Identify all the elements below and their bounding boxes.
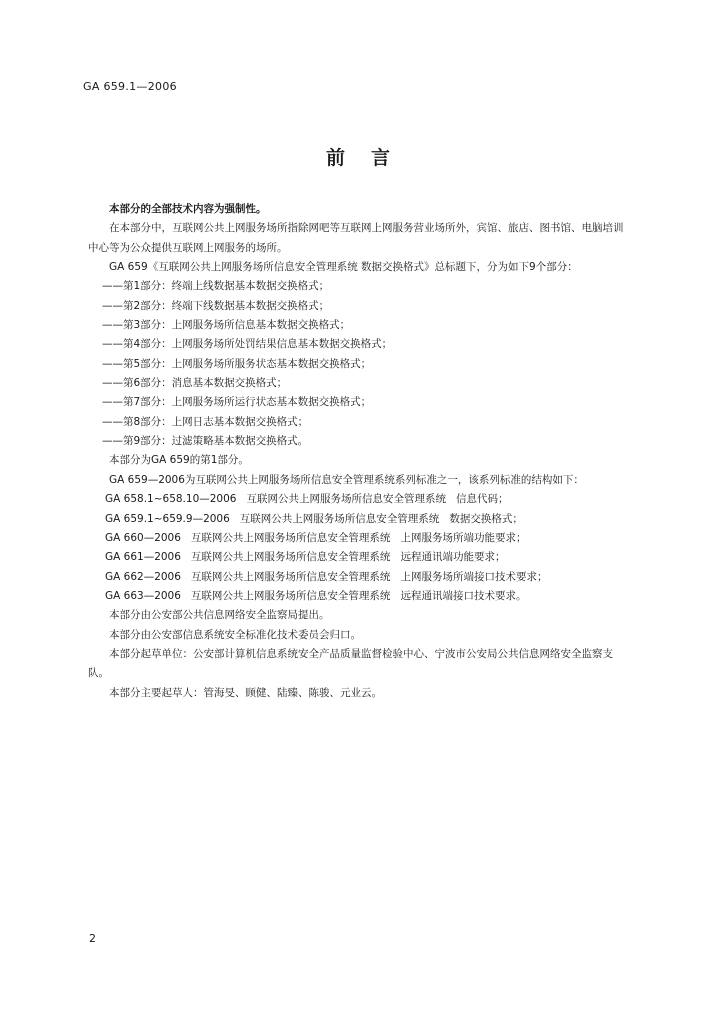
- standard-code-header: GA 659.1—2006: [83, 80, 177, 93]
- list-item: ——第7部分：上网服务场所运行状态基本数据交换格式；: [102, 396, 372, 409]
- list-item: ——第3部分：上网服务场所信息基本数据交换格式；: [102, 319, 351, 332]
- list-item: ——第9部分：过滤策略基本数据交换格式。: [102, 435, 309, 448]
- list-item: ——第6部分：消息基本数据交换格式；: [102, 377, 288, 390]
- list-item: GA 661—2006 互联网公共上网服务场所信息安全管理系统 远程通讯端功能要求；: [105, 551, 506, 564]
- list-item: GA 660—2006 互联网公共上网服务场所信息安全管理系统 上网服务场所端功能要求；: [105, 531, 527, 544]
- list-item: ——第2部分：终端下线数据基本数据交换格式；: [102, 299, 330, 312]
- part-of-statement: 本部分为GA 659的第1部分。: [109, 454, 249, 467]
- list-item: GA 662—2006 互联网公共上网服务场所信息安全管理系统 上网服务场所端接口技术要求；: [105, 570, 548, 583]
- list-item: ——第1部分：终端上线数据基本数据交换格式；: [102, 280, 330, 293]
- proposer-statement: 本部分由公安部公共信息网络安全监察局提出。: [109, 609, 330, 622]
- drafting-units: 本部分起草单位：公安部计算机信息系统安全产品质量监督检验中心、宁波市公安局公共信息网络安全监察支队。: [88, 647, 613, 680]
- foreword-body: [88, 200, 628, 703]
- list-item: GA 658.1~658.10—2006 互联网公共上网服务场所信息安全管理系统 信息代码；: [105, 493, 509, 506]
- parts-intro: GA 659《互联网公共上网服务场所信息安全管理系统 数据交换格式》总标题下，分为如下9个部分：: [109, 261, 578, 274]
- scope-paragraph: 在本部分中，互联网公共上网服务场所指除网吧等互联网上网服务营业场所外，宾馆、旅店、图书馆、电脑培训中心等为公众提供互联网上网服务的场所。: [88, 222, 624, 254]
- list-item: ——第4部分：上网服务场所处罚结果信息基本数据交换格式；: [102, 338, 393, 351]
- mandatory-statement: 本部分的全部技术内容为强制性。: [109, 203, 267, 215]
- parts-list: [88, 277, 628, 451]
- series-intro: GA 659—2006为互联网公共上网服务场所信息安全管理系统系列标准之一，该系列标准的结构如下：: [109, 473, 584, 486]
- page-title: 前言: [325, 147, 416, 169]
- list-item: ——第5部分：上网服务场所服务状态基本数据交换格式；: [102, 357, 372, 370]
- list-item: GA 663—2006 互联网公共上网服务场所信息安全管理系统 远程通讯端接口技术要求。: [105, 589, 527, 602]
- standards-list: [88, 490, 628, 606]
- committee-statement: 本部分由公安部信息系统安全标准化技术委员会归口。: [109, 628, 361, 641]
- page-number: 2: [89, 932, 96, 945]
- list-item: GA 659.1~659.9—2006 互联网公共上网服务场所信息安全管理系统 数据交换格式；: [105, 512, 523, 525]
- drafters: 本部分主要起草人：管海旻、顾健、陆臻、陈骏、元业云。: [109, 686, 382, 699]
- list-item: ——第8部分：上网日志基本数据交换格式；: [102, 415, 309, 428]
